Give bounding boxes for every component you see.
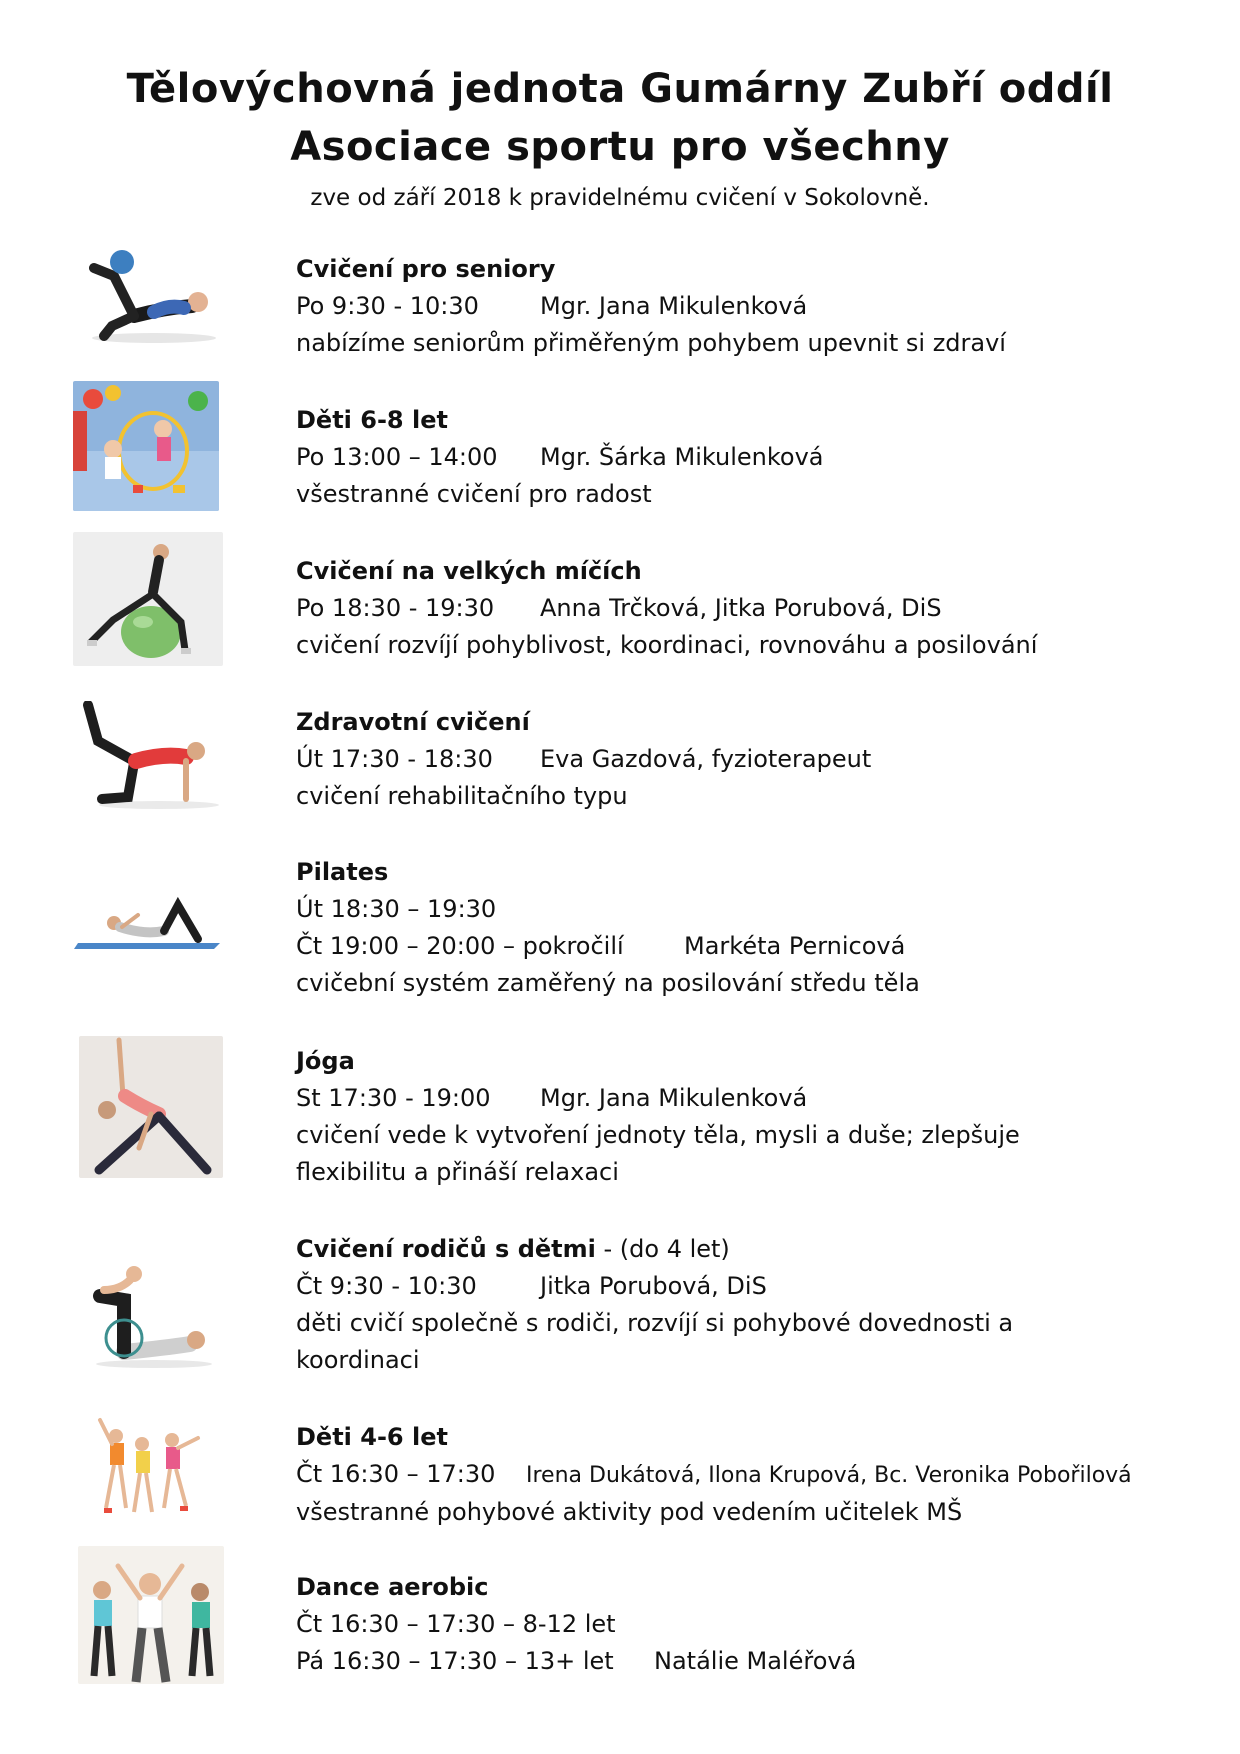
activity-title: Dance aerobic — [296, 1573, 489, 1601]
children-jumping-photo — [86, 1408, 210, 1528]
parent-child-exercise-photo — [84, 1260, 218, 1370]
activity-title: Jóga — [296, 1047, 355, 1075]
woman-on-gym-ball-photo — [73, 532, 223, 666]
woman-yoga-triangle-photo — [79, 1036, 223, 1178]
woman-pilates-mat-photo — [74, 893, 224, 953]
activity-description: všestranné cvičení pro radost — [296, 480, 652, 508]
activity-title: Cvičení na velkých míčích — [296, 557, 642, 585]
activity-title: Cvičení pro seniory — [296, 255, 556, 283]
activity-text — [296, 1042, 1240, 1191]
activity-text — [296, 401, 1240, 513]
activity-time: Čt 16:30 – 17:30 — [296, 1460, 496, 1488]
activity-schedule — [296, 928, 1240, 965]
activity-instructor: Natálie Maléřová — [654, 1647, 857, 1675]
club-title: Tělovýchovná jednota Gumárny Zubří oddíl — [126, 66, 1114, 112]
dance-aerobic-group-photo — [78, 1546, 224, 1684]
activity-schedule — [296, 1268, 1240, 1305]
activity-instructor: Anna Trčková, Jitka Porubová, DiS — [540, 594, 942, 622]
activity-time-kids: Čt 16:30 – 17:30 – 8-12 let — [296, 1610, 616, 1638]
activity-description: cvičení vede k vytvoření jednoty těla, mysli a duše; zlepšuje flexibilitu a přináší relaxaci — [296, 1121, 1020, 1186]
activity-description: cvičební systém zaměřený na posilování středu těla — [296, 969, 920, 997]
activity-description: cvičení rozvíjí pohyblivost, koordinaci, rovnováhu a posilování — [296, 631, 1038, 659]
activity-instructor: Mgr. Šárka Mikulenková — [540, 443, 824, 471]
activity-time: Po 13:00 – 14:00 — [296, 443, 498, 471]
activity-time: Čt 9:30 - 10:30 — [296, 1272, 477, 1300]
activity-title: Děti 4-6 let — [296, 1423, 448, 1451]
activity-description: všestranné pohybové aktivity pod vedením učitelek MŠ — [296, 1498, 963, 1526]
activity-instructor: Irena Dukátová, Ilona Krupová, Bc. Veronika Pobořilová — [526, 1463, 1132, 1488]
activity-instructor: Eva Gazdová, fyzioterapeut — [540, 745, 872, 773]
activity-time: St 17:30 - 19:00 — [296, 1084, 491, 1112]
children-gym-hoops-photo — [73, 381, 219, 511]
activity-instructor: Mgr. Jana Mikulenková — [540, 292, 808, 320]
activity-instructor: Mgr. Jana Mikulenková — [540, 1084, 808, 1112]
activity-schedule — [296, 1080, 1240, 1117]
activity-time: Po 9:30 - 10:30 — [296, 292, 479, 320]
activity-instructor: Markéta Pernicová — [684, 932, 906, 960]
activity-title: Děti 6-8 let — [296, 406, 448, 434]
activity-schedule — [296, 288, 1240, 325]
woman-kneeling-leg-lift-photo — [74, 701, 224, 811]
activity-title: Zdravotní cvičení — [296, 708, 530, 736]
activity-time-teens: Pá 16:30 – 17:30 – 13+ let — [296, 1647, 614, 1675]
association-title: Asociace sportu pro všechny — [290, 124, 950, 170]
activity-text — [296, 250, 1240, 362]
activity-title: Pilates — [296, 858, 389, 886]
activity-text — [296, 703, 1240, 815]
activity-time: Út 17:30 - 18:30 — [296, 745, 493, 773]
activity-time: Út 18:30 – 19:30 — [296, 895, 497, 923]
activity-schedule — [296, 590, 1240, 627]
activity-description: cvičení rehabilitačního typu — [296, 782, 628, 810]
activity-text — [296, 1230, 1240, 1379]
activity-text — [296, 1568, 1240, 1680]
senior-exercise-ball-photo — [74, 246, 224, 346]
activity-description: děti cvičí společně s rodiči, rozvíjí si pohybové dovednosti a koordinaci — [296, 1309, 1014, 1374]
activity-time: Po 18:30 - 19:30 — [296, 594, 495, 622]
invitation-subtitle: zve od září 2018 k pravidelnému cvičení v Sokolovně. — [310, 185, 930, 211]
activity-text — [296, 552, 1240, 664]
activity-title-main: Cvičení rodičů s dětmi — [296, 1235, 596, 1263]
page-header — [0, 60, 1240, 216]
activity-schedule — [296, 439, 1240, 476]
activity-age-note: - (do 4 let) — [595, 1235, 730, 1263]
activity-text — [296, 1418, 1240, 1531]
activity-schedule — [296, 1456, 1240, 1494]
activity-time-advanced: Čt 19:00 – 20:00 – pokročilí — [296, 932, 624, 960]
activity-instructor: Jitka Porubová, DiS — [540, 1272, 767, 1300]
activity-description: nabízíme seniorům přiměřeným pohybem upevnit si zdraví — [296, 329, 1006, 357]
activity-title — [296, 1230, 1240, 1268]
activity-text — [296, 853, 1240, 1002]
activity-schedule — [296, 1643, 1240, 1680]
activity-schedule — [296, 741, 1240, 778]
